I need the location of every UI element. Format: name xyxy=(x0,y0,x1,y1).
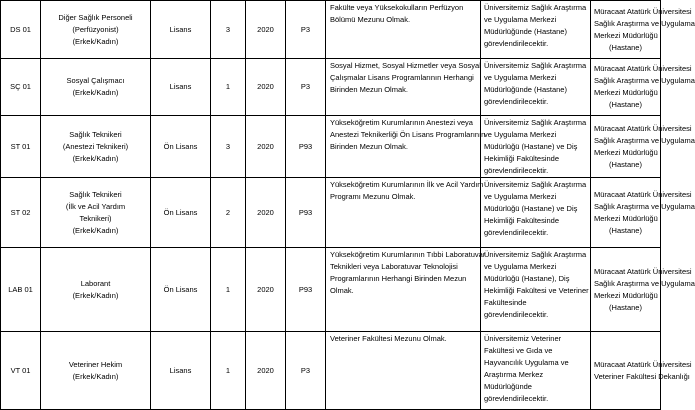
position-count: 1 xyxy=(211,248,246,332)
qualification-requirement xyxy=(326,116,486,178)
position-count: 3 xyxy=(211,116,246,178)
duty-location-line: Müdürlüğü (Hastane) ve Diş xyxy=(484,142,578,151)
application-office-line: Merkezi Müdürlüğü xyxy=(594,213,658,223)
position-title-line: (Erkek/Kadın) xyxy=(72,225,119,235)
education-level: Ön Lisans xyxy=(151,116,211,178)
kpss-year: 2020 xyxy=(246,178,286,248)
qualification-requirement-line: Programı Mezunu Olmak. xyxy=(330,192,416,201)
duty-location-line: ve Uygulama Merkezi xyxy=(484,192,557,201)
duty-location-line: görevlendirilecektir. xyxy=(484,39,549,48)
application-office-line: (Hastane) xyxy=(609,159,642,169)
duty-location-line: Araştırma Merkez xyxy=(484,370,544,379)
qualification-requirement-line: Bölümü Mezunu Olmak. xyxy=(330,15,411,24)
duty-location xyxy=(481,332,591,410)
position-title xyxy=(41,59,151,116)
position-title xyxy=(41,116,151,178)
qualification-requirement-line: Veteriner Fakültesi Mezunu Olmak. xyxy=(330,334,447,343)
duty-location-line: Müdürlüğünde (Hastane) xyxy=(484,27,567,36)
duty-location-line: Fakültesi ve Gıda ve xyxy=(484,346,553,355)
application-office-line: Merkezi Müdürlüğü xyxy=(594,290,658,300)
duty-location-line: Üniversitemiz Sağlık Araştırma xyxy=(484,61,587,70)
position-count: 1 xyxy=(211,59,246,116)
table-row xyxy=(1,1,661,59)
duty-location-line: Üniversitemiz Sağlık Araştırma xyxy=(484,3,587,12)
application-office-line: Merkezi Müdürlüğü xyxy=(594,88,658,97)
qualification-requirement-line: Anestezi Teknikerliği Ön Lisans Programlarının xyxy=(330,130,486,139)
application-office-line: Müracaat Atatürk Üniversitesi xyxy=(594,64,692,73)
application-office-line: Müracaat Atatürk Üniversitesi xyxy=(594,266,692,276)
application-office-line: (Hastane) xyxy=(609,42,642,52)
duty-location-line: görevlendirilecektir. xyxy=(484,394,549,403)
position-title xyxy=(41,248,151,332)
duty-location-line: ve Uygulama Merkezi xyxy=(484,15,557,24)
education-level: Lisans xyxy=(151,1,211,59)
application-office xyxy=(591,248,695,332)
qualification-requirement xyxy=(326,178,484,248)
duty-location-line: ve Uygulama Merkezi xyxy=(484,262,557,271)
qualification-requirement-line: Sosyal Hizmet, Sosyal Hizmetler veya Sosyal xyxy=(330,61,481,70)
application-office-line: Merkezi Müdürlüğü xyxy=(594,147,658,157)
position-title-line: Veteriner Hekim xyxy=(68,359,123,369)
position-title xyxy=(41,178,151,248)
position-count: 3 xyxy=(211,1,246,59)
qualification-requirement-line: Fakülte veya Yüksekokulların Perfüzyon xyxy=(330,3,464,12)
qualification-requirement-line: Birinden Mezun Olmak. xyxy=(330,142,408,151)
qualification-requirement-line: Birinden Mezun Olmak. xyxy=(330,85,408,94)
position-title-line: (Erkek/Kadın) xyxy=(72,88,119,97)
kpss-year: 2020 xyxy=(246,116,286,178)
application-office-line: Sağlık Araştırma ve Uygulama xyxy=(594,278,695,288)
application-office-line: Veteriner Fakültesi Dekanlığı xyxy=(594,371,690,381)
position-code: ST 02 xyxy=(1,178,41,248)
position-code: LAB 01 xyxy=(1,248,41,332)
duty-location-line: Hekimliği Fakültesi ve Veteriner xyxy=(484,286,589,295)
position-title-line: (Erkek/Kadın) xyxy=(72,290,119,300)
duty-location-line: Hekimliği Fakültesinde xyxy=(484,154,560,163)
duty-location-line: Müdürlüğü (Hastane) ve Diş xyxy=(484,204,578,213)
duty-location-line: Müdürlüğü (Hastane), Diş xyxy=(484,274,570,283)
duty-location-line: görevlendirilecektir. xyxy=(484,310,549,319)
duty-location-line: Müdürlüğünde (Hastane) xyxy=(484,85,567,94)
table-body xyxy=(1,1,695,410)
duty-location-line: görevlendirilecektir. xyxy=(484,97,549,106)
position-title-line: Laborant xyxy=(80,278,111,288)
application-office-line: Sağlık Araştırma ve Uygulama xyxy=(594,18,695,28)
duty-location-line: görevlendirilecektir. xyxy=(484,228,549,237)
qualification-requirement-line: Yükseköğretim Kurumlarının Anestezi veya xyxy=(330,118,473,127)
qualification-requirement xyxy=(326,248,486,332)
duty-location-line: görevlendirilecektir. xyxy=(484,166,549,175)
duty-location-line: Müdürlüğünde xyxy=(484,382,532,391)
position-title-line: (Erkek/Kadın) xyxy=(72,153,119,163)
duty-location-line: Fakültesinde xyxy=(484,298,527,307)
application-office-line: Sağlık Araştırma ve Uygulama xyxy=(594,76,695,85)
duty-location xyxy=(481,116,591,178)
qualification-requirement-line: Programlarının Herhangi Birinden Mezun xyxy=(330,274,467,283)
application-office xyxy=(591,178,695,248)
education-level: Lisans xyxy=(151,332,211,410)
duty-location-line: Üniversitemiz Sağlık Araştırma xyxy=(484,118,587,127)
kpss-year: 2020 xyxy=(246,59,286,116)
duty-location-line: ve Uygulama Merkezi xyxy=(484,130,557,139)
position-title xyxy=(41,1,151,59)
education-level: Lisans xyxy=(151,59,211,116)
position-code: DS 01 xyxy=(1,1,41,59)
application-office xyxy=(591,1,695,59)
score-type: P3 xyxy=(286,59,326,116)
score-type: P3 xyxy=(286,332,326,410)
position-title xyxy=(41,332,151,410)
qualification-requirement xyxy=(326,332,481,410)
application-office-line: (Hastane) xyxy=(609,302,642,312)
position-count: 2 xyxy=(211,178,246,248)
qualification-requirement-line: Olmak. xyxy=(330,286,354,295)
qualification-requirement-line: Yükseköğretim Kurumlarının İlk ve Acil Yardım xyxy=(330,180,484,189)
position-title-line: (İlk ve Acil Yardım xyxy=(65,201,126,211)
kpss-year: 2020 xyxy=(246,332,286,410)
table-row xyxy=(1,248,661,332)
position-title-line: Diğer Sağlık Personeli xyxy=(58,12,133,22)
qualification-requirement-line: Teknikleri veya Laboratuvar Teknolojisi xyxy=(330,262,458,271)
application-office-line: Sağlık Araştırma ve Uygulama xyxy=(594,135,695,145)
qualification-requirement xyxy=(326,1,481,59)
table-row xyxy=(1,178,661,248)
duty-location xyxy=(481,178,591,248)
table-row xyxy=(1,59,661,116)
application-office xyxy=(591,332,692,410)
score-type: P3 xyxy=(286,1,326,59)
application-office xyxy=(591,116,695,178)
position-title-line: (Anestezi Teknikeri) xyxy=(62,141,129,151)
position-title-line: (Perfüzyonist) xyxy=(72,24,119,34)
position-title-line: Sağlık Teknikeri xyxy=(69,189,122,199)
application-office-line: Merkezi Müdürlüğü xyxy=(594,30,658,40)
score-type: P93 xyxy=(286,248,326,332)
position-title-line: Sağlık Teknikeri xyxy=(69,129,122,139)
position-code: ST 01 xyxy=(1,116,41,178)
kpss-year: 2020 xyxy=(246,248,286,332)
education-level: Ön Lisans xyxy=(151,248,211,332)
score-type: P93 xyxy=(286,178,326,248)
duty-location xyxy=(481,248,591,332)
score-type: P93 xyxy=(286,116,326,178)
application-office-line: Müracaat Atatürk Üniversitesi xyxy=(594,6,692,16)
duty-location-line: Hekimliği Fakültesinde xyxy=(484,216,560,225)
application-office-line: (Hastane) xyxy=(609,225,642,235)
duty-location-line: Üniversitemiz Sağlık Araştırma xyxy=(484,180,587,189)
table-row xyxy=(1,332,661,410)
qualification-requirement-line: Çalışmalar Lisans Programlarının Herhangi xyxy=(330,73,474,82)
position-title-line: (Erkek/Kadın) xyxy=(72,36,119,46)
duty-location-line: Üniversitemiz Veteriner xyxy=(484,334,562,343)
qualification-requirement xyxy=(326,59,481,116)
duty-location xyxy=(481,59,591,116)
duty-location-line: Hayvancılık Uygulama ve xyxy=(484,358,569,367)
position-title-line: Teknikeri) xyxy=(79,213,112,223)
qualification-requirement-line: Yükseköğretim Kurumlarının Tıbbi Laboratuvar xyxy=(330,250,486,259)
education-level: Ön Lisans xyxy=(151,178,211,248)
position-code: SÇ 01 xyxy=(1,59,41,116)
position-code: VT 01 xyxy=(1,332,41,410)
duty-location-line: ve Uygulama Merkezi xyxy=(484,73,557,82)
application-office xyxy=(591,59,695,116)
position-title-line: Sosyal Çalışmacı xyxy=(66,76,125,85)
position-title-line: (Erkek/Kadın) xyxy=(72,371,119,381)
application-office-line: Müracaat Atatürk Üniversitesi xyxy=(594,123,692,133)
duty-location-line: Üniversitemiz Sağlık Araştırma xyxy=(484,250,587,259)
application-office-line: Müracaat Atatürk Üniversitesi xyxy=(594,189,692,199)
position-count: 1 xyxy=(211,332,246,410)
application-office-line: (Hastane) xyxy=(609,100,642,109)
kpss-year: 2020 xyxy=(246,1,286,59)
duty-location xyxy=(481,1,591,59)
table-row xyxy=(1,116,661,178)
application-office-line: Müracaat Atatürk Üniversitesi xyxy=(594,359,692,369)
application-office-line: Sağlık Araştırma ve Uygulama xyxy=(594,201,695,211)
